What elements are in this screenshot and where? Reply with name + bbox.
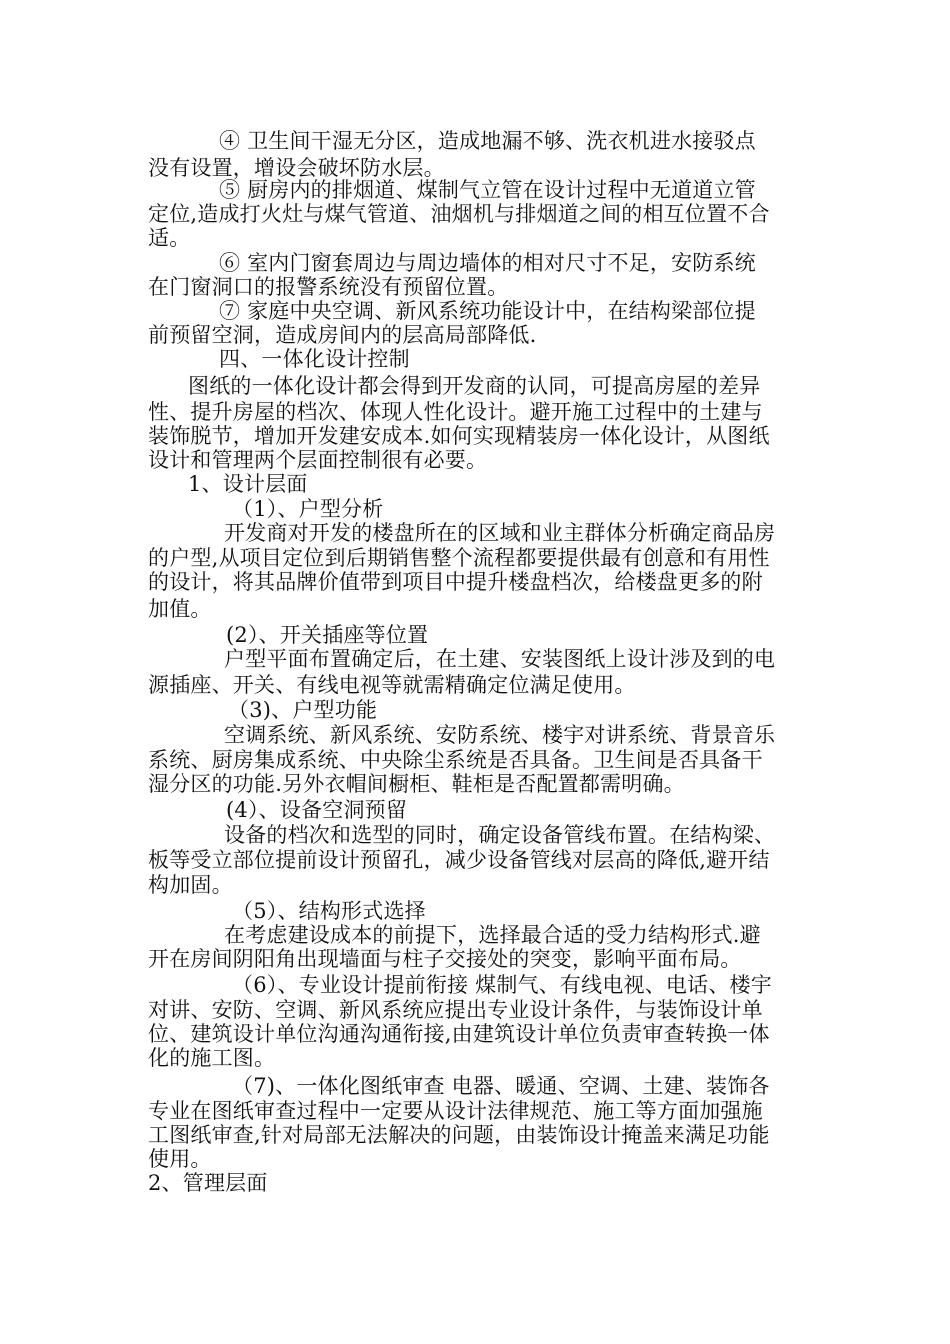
text-line: 开在房间阴阳角出现墙面与柱子交接处的突变，影响平面布局。: [148, 947, 742, 971]
text-line: 前预留空洞，造成房间内的层高局部降低.: [148, 323, 537, 347]
text-line: 适。: [148, 226, 191, 250]
text-line: 在门窗洞口的报警系统没有预留位置。: [148, 275, 509, 299]
item-heading: (2）、开关插座等位置: [226, 623, 429, 647]
text-line: 加值。: [148, 597, 212, 621]
text-line: 位、建筑设计单位沟通沟通衔接,由建筑设计单位负责审查转换一体: [148, 1022, 770, 1046]
text-line: （6）、专业设计提前衔接 煤制气、有线电视、电话、楼宇: [232, 973, 772, 997]
text-line: 的设计，将其品牌价值带到项目中提升楼盘档次，给楼盘更多的附: [148, 570, 763, 594]
item-heading: （1）、户型分析: [232, 497, 384, 521]
text-line: （7)、一体化图纸审查 电器、暖通、空调、土建、装饰各: [232, 1074, 770, 1098]
text-line: ⑦ 家庭中央空调、新风系统功能设计中，在结构梁部位提: [219, 299, 756, 323]
text-line: 设备的档次和选型的同时，确定设备管线布置。在结构梁、: [224, 823, 776, 847]
text-line: 湿分区的功能.另外衣帽间橱柜、鞋柜是否配置都需明确。: [148, 772, 685, 796]
text-line: 使用。: [148, 1147, 212, 1171]
text-line: ⑥ 室内门窗套周边与周边墙体的相对尺寸不足，安防系统: [219, 251, 756, 275]
text-line: 装饰脱节，增加开发建安成本.如何实现精装房一体化设计，从图纸: [148, 424, 770, 448]
text-line: ⑤ 厨房内的排烟道、煤制气立管在设计过程中无道道立管: [219, 178, 756, 202]
text-line: 对讲、安防、空调、新风系统应提出专业设计条件，与装饰设计单: [148, 998, 763, 1022]
subsection-heading: 2、管理层面: [148, 1171, 268, 1195]
text-line: 空调系统、新风系统、安防系统、楼宇对讲系统、背景音乐: [224, 723, 776, 747]
text-line: 工图纸审查,针对局部无法解决的问题，由装饰设计掩盖来满足功能: [148, 1123, 770, 1147]
item-heading: （3)、户型功能: [228, 698, 378, 722]
subsection-heading: 1、设计层面: [188, 472, 308, 496]
text-line: 的户型,从项目定位到后期销售整个流程都要提供最有创意和有用性: [148, 546, 770, 570]
item-heading: (4）、设备空洞预留: [226, 798, 408, 822]
item-heading: （5）、结构形式选择: [232, 899, 426, 923]
text-line: 图纸的一体化设计都会得到开发商的认同，可提高房屋的差异: [188, 374, 761, 398]
text-line: 性、提升房屋的档次、体现人性化设计。避开施工过程中的土建与: [148, 400, 763, 424]
text-line: 定位,造成打火灶与煤气管道、油烟机与排烟道之间的相互位置不合: [148, 202, 770, 226]
text-line: 板等受立部位提前设计预留孔，减少设备管线对层高的降低,避开结: [148, 848, 770, 872]
text-line: 专业在图纸审查过程中一定要从设计法律规范、施工等方面加强施: [148, 1099, 763, 1123]
text-line: 构加固。: [148, 873, 233, 897]
text-line: 开发商对开发的楼盘所在的区域和业主群体分析确定商品房: [224, 521, 776, 545]
text-line: ④ 卫生间干湿无分区，造成地漏不够、洗衣机进水接驳点: [219, 129, 756, 153]
text-line: 在考虑建设成本的前提下，选择最合适的受力结构形式.避: [224, 923, 761, 947]
text-line: 户型平面布置确定后，在土建、安装图纸上设计涉及到的电: [224, 647, 776, 671]
text-line: 源插座、开关、有线电视等就需精确定位满足使用。: [148, 673, 636, 697]
text-line: 设计和管理两个层面控制很有必要。: [148, 448, 488, 472]
section-heading: 四、一体化设计控制: [219, 347, 410, 371]
text-line: 化的施工图。: [148, 1046, 276, 1070]
text-line: 系统、厨房集成系统、中央除尘系统是否具备。卫生间是否具备干: [148, 748, 763, 772]
text-line: 没有设置，增设会破坏防水层。: [148, 156, 445, 180]
